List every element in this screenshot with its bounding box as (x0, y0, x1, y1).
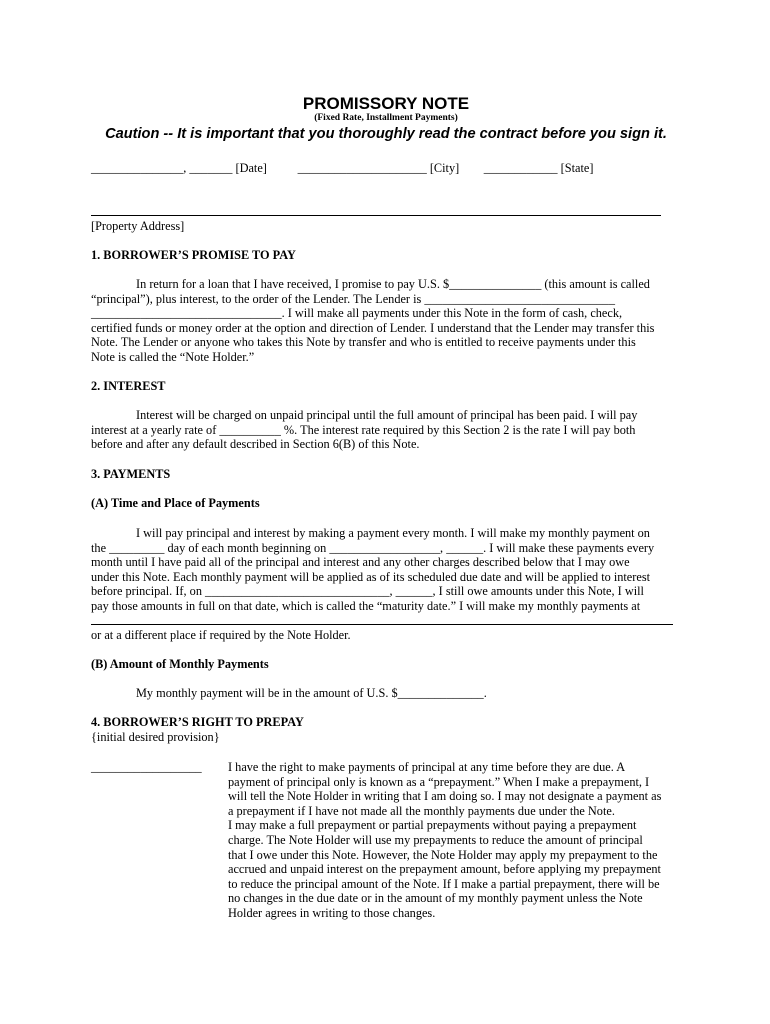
paragraph-line: under this Note. Each monthly payment will be applied as of its scheduled due date and will be applied to interest (91, 569, 651, 584)
date-city-state-line: _______________, _______ [Date] _____________________ [City] ____________ [State] (91, 161, 594, 175)
section-3-heading: 3. PAYMENTS (91, 467, 171, 481)
paragraph-line: I will pay principal and interest by making a payment every month. I will make my monthly payment on (136, 526, 650, 540)
paragraph-line: I may make a full prepayment or partial prepayments without paying a prepayment (228, 818, 637, 833)
section-1-paragraph (91, 277, 681, 365)
initial-blank: __________________ (91, 760, 202, 774)
document-title: PROMISSORY NOTE (302, 94, 470, 113)
section-3a-after-line: or at a different place if required by the Note Holder. (91, 628, 351, 642)
paragraph-line: interest at a yearly rate of __________ %. The interest rate required by this Section 2 is the rate I will pay both (91, 422, 636, 437)
paragraph-line: accrued and unpaid interest on the prepayment amount, before applying my prepayment (228, 862, 661, 877)
paragraph-line: certified funds or money order at the option and direction of Lender. I understand that the Lender may transfer this (91, 320, 655, 335)
section-3a-heading: (A) Time and Place of Payments (91, 496, 260, 510)
paragraph-line: payment of principal only is known as a “prepayment.” When I make a prepayment, I (228, 774, 650, 789)
section-3a-paragraph (91, 526, 681, 614)
paragraph-line: I have the right to make payments of principal at any time before they are due. A (228, 760, 626, 774)
paragraph-line: pay those amounts in full on that date, which is called the “maturity date.” I will make my monthly payments at (91, 598, 641, 613)
document-subtitle: (Fixed Rate, Installment Payments) (314, 113, 458, 123)
paragraph-line: charge. The Note Holder will use my prepayments to reduce the amount of principal (228, 832, 643, 847)
paragraph-line: before principal. If, on ______________________________, ______, I still owe amounts under this Note, I will (91, 584, 644, 599)
paragraph-line: “principal”), plus interest, to the order of the Lender. The Lender is _______________________________ (91, 291, 615, 306)
section-3b-paragraph: My monthly payment will be in the amount of U.S. $______________. (136, 686, 487, 700)
paragraph-line: will tell the Note Holder in writing that I am doing so. I may not designate a payment as (228, 789, 662, 804)
section-4-heading: 4. BORROWER’S RIGHT TO PREPAY (91, 715, 304, 729)
section-2-paragraph (91, 408, 681, 452)
section-4-note: {initial desired provision} (91, 730, 220, 744)
caution-notice: Caution -- It is important that you thoroughly read the contract before you sign it. (105, 126, 667, 142)
paragraph-line: In return for a loan that I have received, I promise to pay U.S. $_______________ (this amount is called (136, 277, 650, 291)
paragraph-line: that I owe under this Note. However, the Note Holder may apply my prepayment to the (228, 847, 658, 862)
paragraph-line: Note. The Lender or anyone who takes this Note by transfer and who is entitled to receive payments under this (91, 335, 636, 350)
paragraph-line: month until I have paid all of the principal and interest and any other charges described below that I may owe (91, 555, 630, 570)
property-address-label: [Property Address] (91, 219, 185, 233)
paragraph-line: a prepayment if I have not made all the monthly payments due under the Note. (228, 803, 615, 818)
section-4-paragraph (228, 760, 688, 921)
payment-place-rule (91, 624, 673, 625)
paragraph-line: the _________ day of each month beginning on __________________, ______. I will make these payments every (91, 540, 655, 555)
paragraph-line: _______________________________. I will make all payments under this Note in the form of cash, check, (91, 306, 623, 321)
paragraph-line: Interest will be charged on unpaid principal until the full amount of principal has been paid. I will pay (136, 408, 638, 422)
paragraph-line: Note is called the “Note Holder.” (91, 349, 255, 364)
property-address-rule (91, 215, 661, 216)
section-1-heading: 1. BORROWER’S PROMISE TO PAY (91, 248, 296, 262)
section-2-heading: 2. INTEREST (91, 379, 166, 393)
paragraph-line: Holder agrees in writing to those changes. (228, 905, 436, 920)
paragraph-line: to reduce the principal amount of the Note. If I make a partial prepayment, there will be (228, 876, 660, 891)
paragraph-line: no changes in the due date or in the amount of my monthly payment unless the Note (228, 891, 643, 906)
section-3b-heading: (B) Amount of Monthly Payments (91, 657, 269, 671)
paragraph-line: before and after any default described in Section 6(B) of this Note. (91, 437, 420, 452)
